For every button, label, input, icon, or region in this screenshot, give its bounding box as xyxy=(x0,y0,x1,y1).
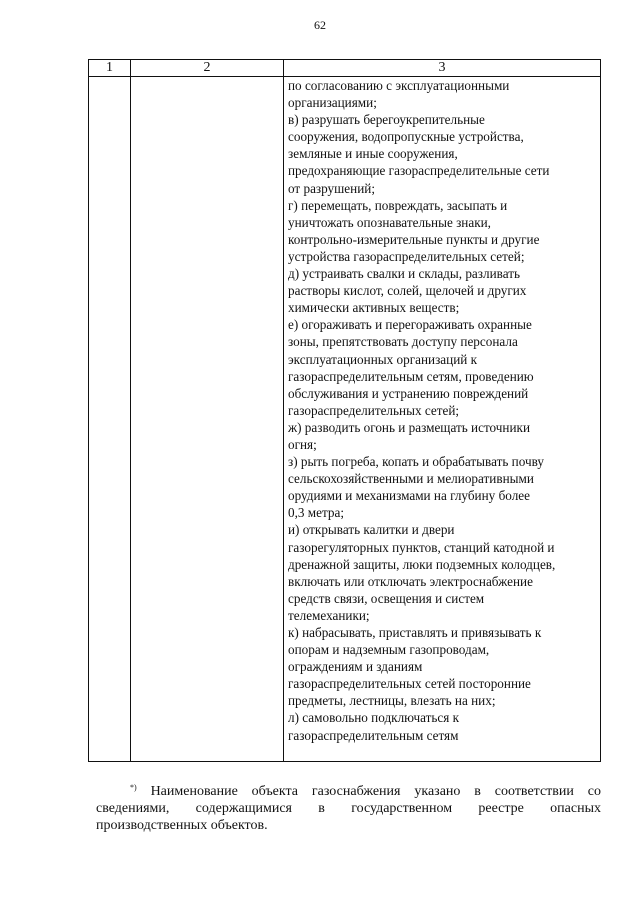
text-line: по согласованию с эксплуатационными xyxy=(288,78,510,93)
text-line: огня; xyxy=(288,436,317,452)
text-line: г) перемещать, повреждать, засыпать и xyxy=(288,197,508,213)
table-header-row xyxy=(89,60,601,77)
text-line: газораспределительным сетям, проведению xyxy=(288,368,534,384)
text-line: от разрушений; xyxy=(288,180,375,196)
text-line: е) огораживать и перегораживать охранные xyxy=(288,317,532,333)
text-line: контрольно-измерительные пункты и другие xyxy=(288,231,540,247)
table-cell-col3 xyxy=(284,77,601,762)
text-line: сооружения, водопропускные устройства, xyxy=(288,129,524,145)
text-line: эксплуатационных организаций к xyxy=(288,351,478,367)
text-line: д) устраивать свалки и склады, разливать xyxy=(288,266,520,282)
text-line: предметы, лестницы, влезать на них; xyxy=(288,693,496,709)
text-line: телемеханики; xyxy=(288,607,370,623)
text-line: опорам и надземным газопроводам, xyxy=(288,642,490,658)
text-line: сельскохозяйственными и мелиоративными xyxy=(288,471,534,487)
table-row xyxy=(89,77,601,762)
footnote xyxy=(96,779,601,834)
footnote-marker: *) xyxy=(130,783,137,792)
text-line: обслуживания и устранению повреждений xyxy=(288,385,529,401)
text-line: в) разрушать берегоукрепительные xyxy=(288,112,485,128)
text-line: включать или отключать электроснабжение xyxy=(288,573,533,589)
column-header-1: 1 xyxy=(89,60,131,77)
text-line: земляные и иные сооружения, xyxy=(288,146,458,162)
document-table xyxy=(88,59,601,762)
text-line: газорегуляторных пунктов, станций катодной и xyxy=(288,539,555,555)
text-line: 0,3 метра; xyxy=(288,505,345,521)
text-line: зоны, препятствовать доступу персонала xyxy=(288,334,518,350)
table-cell-col2 xyxy=(131,77,284,762)
page-number: 62 xyxy=(314,18,326,32)
text-line: растворы кислот, солей, щелочей и других xyxy=(288,283,527,299)
text-line: ограждениям и зданиям xyxy=(288,659,423,675)
column-header-2: 2 xyxy=(131,60,284,77)
text-line: л) самовольно подключаться к xyxy=(288,710,460,726)
column-header-3: 3 xyxy=(284,60,601,77)
text-line: дренажной защиты, люки подземных колодцев, xyxy=(288,556,556,572)
text-line: устройства газораспределительных сетей; xyxy=(288,248,525,264)
text-line: з) рыть погреба, копать и обрабатывать почву xyxy=(288,454,544,470)
text-line: газораспределительных сетей посторонние xyxy=(288,676,531,692)
restrictions-text xyxy=(284,77,600,761)
text-line: к) набрасывать, приставлять и привязывать к xyxy=(288,625,542,640)
text-line: газораспределительным сетям xyxy=(288,727,459,743)
text-line: средств связи, освещения и систем xyxy=(288,590,485,606)
text-line: орудиями и механизмами на глубину более xyxy=(288,488,530,504)
text-line: предохраняющие газораспределительные сети xyxy=(288,163,550,179)
text-line: газораспределительных сетей; xyxy=(288,402,460,418)
text-line: химически активных веществ; xyxy=(288,300,460,316)
text-line: ж) разводить огонь и размещать источники xyxy=(288,419,531,435)
footnote-text: Наименование объекта газоснабжения указано в соответствии со сведениями, содержащимися в государственном реестре опасных производственных объектов. xyxy=(96,784,601,833)
text-line: уничтожать опознавательные знаки, xyxy=(288,214,491,230)
text-line: организациями; xyxy=(288,95,377,111)
table-cell-col1 xyxy=(89,77,131,762)
text-line: и) открывать калитки и двери xyxy=(288,522,455,538)
